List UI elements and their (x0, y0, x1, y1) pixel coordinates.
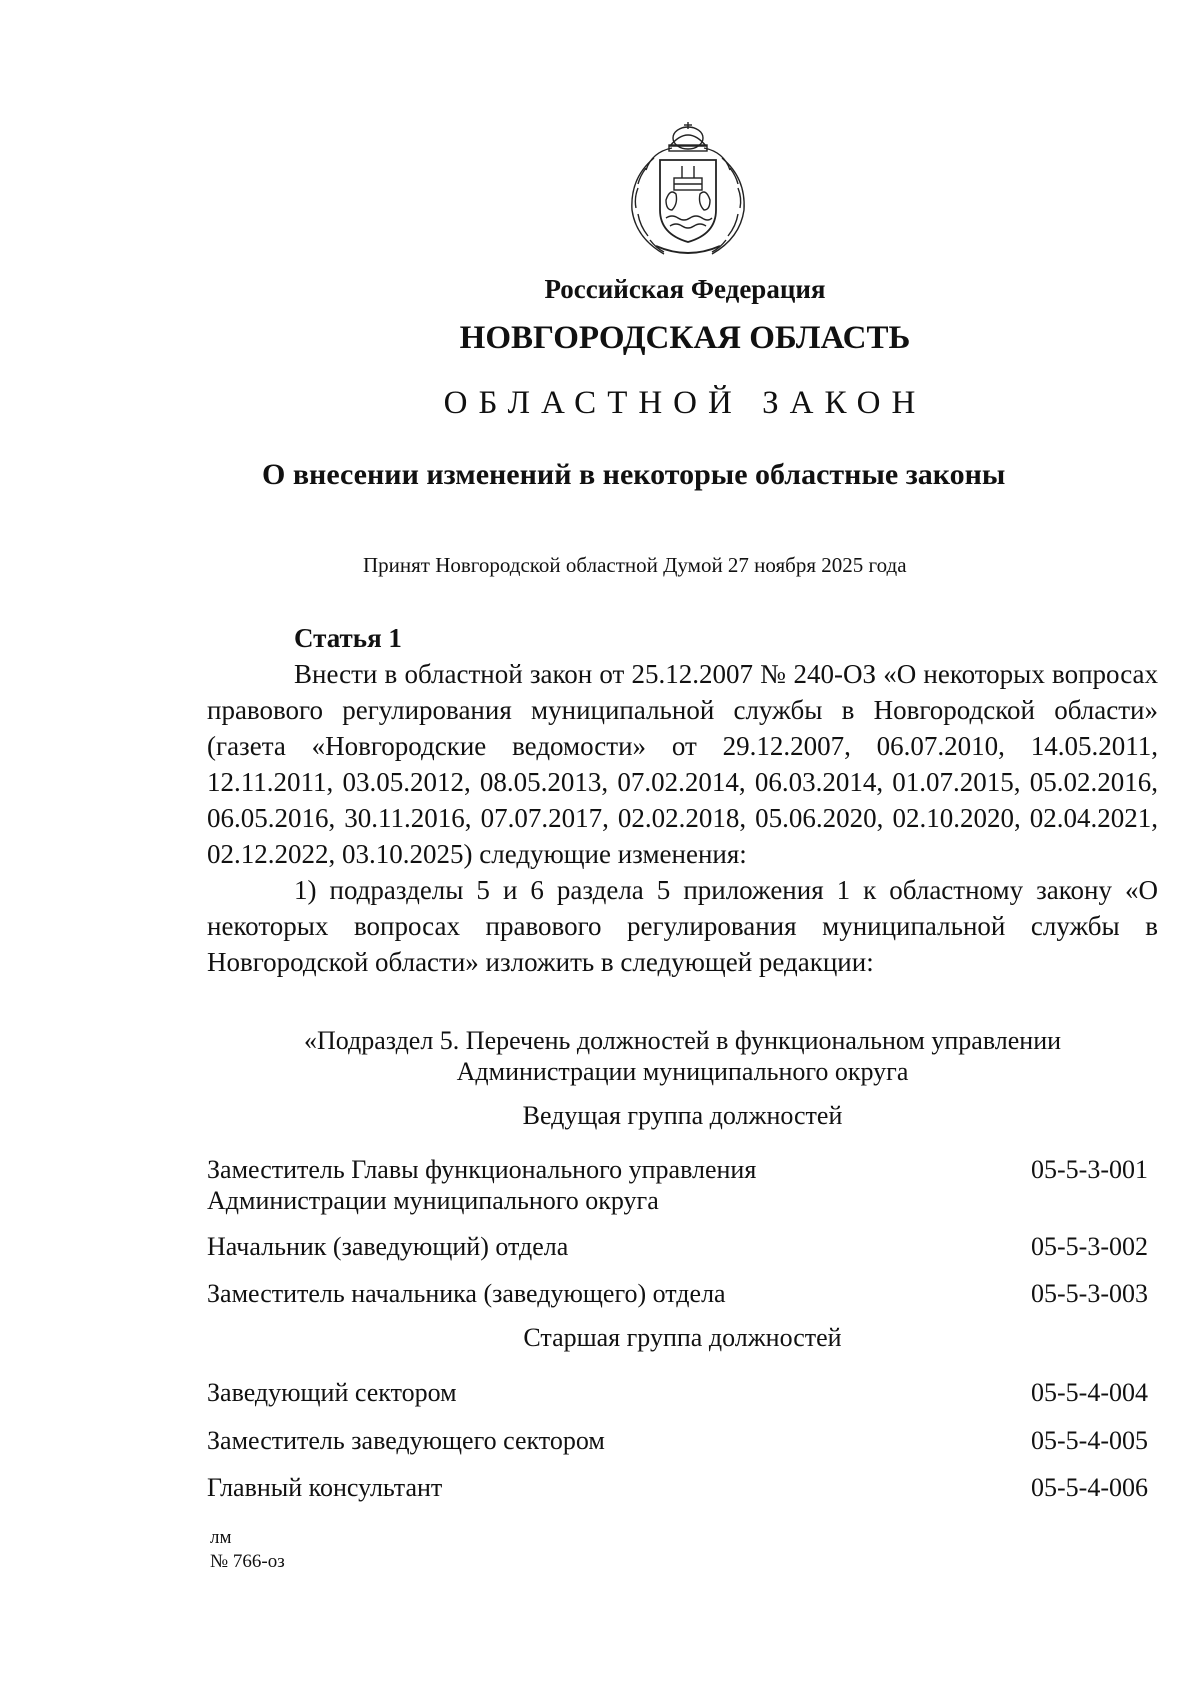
subsection-title-line-1: «Подраздел 5. Перечень должностей в функциональном управлении (303, 1026, 1062, 1055)
position-code: 05-5-4-006 (1031, 1473, 1148, 1502)
position-name-line-1: Заместитель Главы функционального управления (207, 1155, 757, 1184)
article-body (207, 620, 1158, 980)
group-title-leading: Ведущая группа должностей (522, 1101, 843, 1130)
federation-heading: Российская Федерация (544, 274, 826, 304)
article-paragraph-2: 1) подразделы 5 и 6 раздела 5 приложения 1 к областному закону «О некоторых вопросах правового регулирования муниципальной службы в Новгородской области» изложить в следующей редакции: (207, 875, 1158, 977)
position-name (207, 1154, 827, 1216)
article-heading: Статья 1 (294, 623, 402, 653)
adoption-note: Принят Новгородской областной Думой 27 ноября 2025 года (363, 553, 907, 577)
subsection-title (207, 1025, 1158, 1087)
position-name: Начальник (заведующий) отдела (207, 1232, 569, 1261)
law-type-heading: ОБЛАСТНОЙ ЗАКОН (443, 385, 927, 421)
footer-initials: лм (210, 1527, 232, 1548)
position-name: Заведующий сектором (207, 1378, 457, 1407)
position-name-line-2: Администрации муниципального округа (207, 1186, 659, 1215)
position-name: Заместитель заведующего сектором (207, 1426, 605, 1455)
position-code: 05-5-3-002 (1031, 1232, 1148, 1261)
subsection-title-line-2: Администрации муниципального округа (456, 1057, 909, 1086)
position-code: 05-5-3-003 (1031, 1279, 1148, 1308)
position-code: 05-5-3-001 (1031, 1155, 1148, 1184)
group-title-senior: Старшая группа должностей (523, 1323, 842, 1352)
position-name: Главный консультант (207, 1473, 443, 1502)
position-code: 05-5-4-005 (1031, 1426, 1148, 1455)
position-name: Заместитель начальника (заведующего) отдела (207, 1279, 726, 1308)
footer-number: № 766-оз (210, 1551, 285, 1572)
article-paragraph-1: Внести в областной закон от 25.12.2007 № 240-ОЗ «О некоторых вопросах правового регулирования муниципальной службы в Новгородской области» (газета «Новгородские ведомости» от 29.12.2007, 06.07.2010, 14.05.2011, 12.11.2011, 03.05.2012, 08.05.2013, 07.02.2014, 06.03.2014, 01.07.2015, 05.02.2016, 06.05.2016, 30.11.2016, 07.07.2017, 02.02.2018, 05.06.2020, 02.10.2020, 02.04.2021, 02.12.2022, 03.10.2025) следующие изменения: (207, 659, 1158, 869)
law-title: О внесении изменений в некоторые областные законы (262, 458, 1006, 491)
novgorod-coat-of-arms-icon (612, 118, 764, 264)
document-footer (210, 1526, 285, 1574)
position-code: 05-5-4-004 (1031, 1378, 1148, 1407)
region-heading: НОВГОРОДСКАЯ ОБЛАСТЬ (459, 320, 911, 356)
